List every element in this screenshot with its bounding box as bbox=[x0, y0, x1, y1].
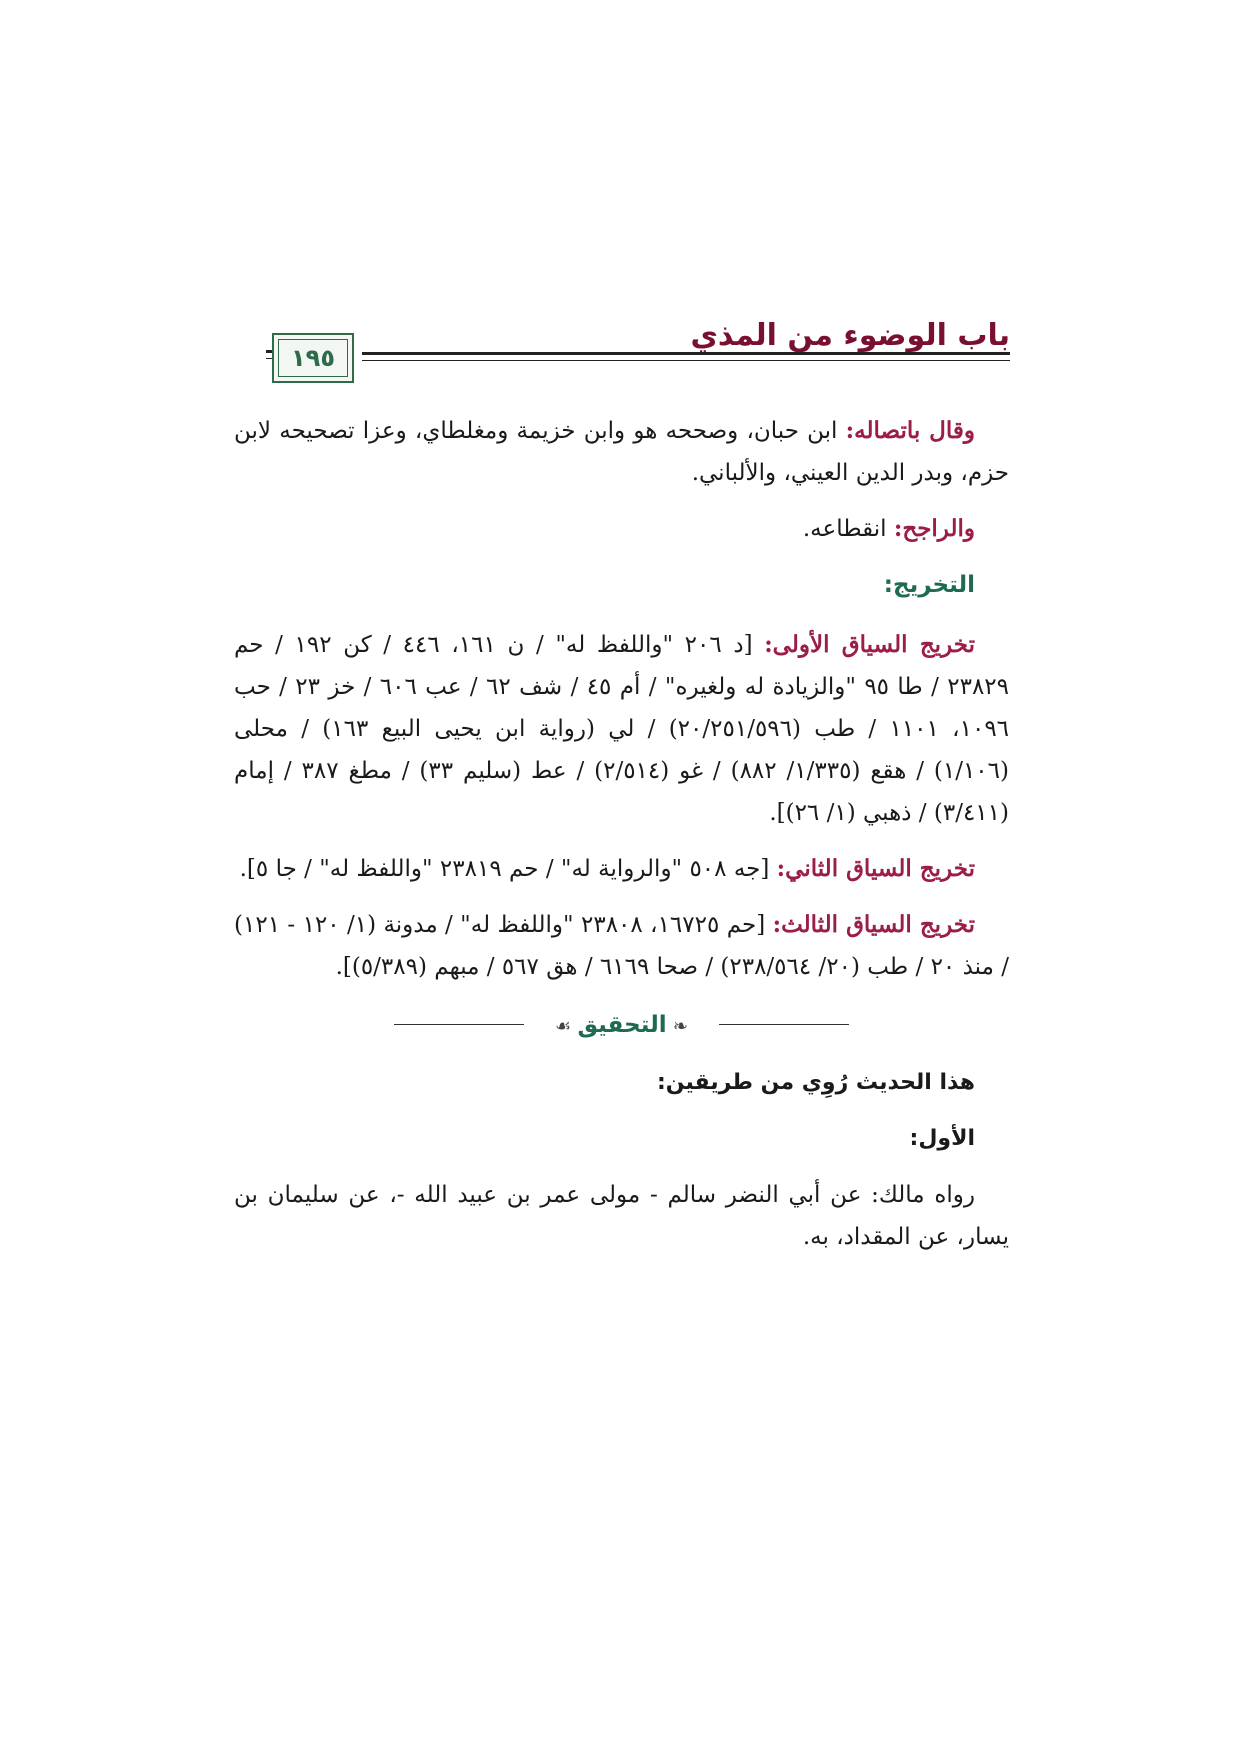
paragraph-preferred bbox=[234, 508, 1009, 550]
ornament-line-right bbox=[719, 1024, 849, 1025]
term-takhrij-third: تخريج السياق الثالث: bbox=[772, 911, 976, 938]
paragraph-takhrij-second bbox=[234, 848, 1009, 890]
paragraph-first-route: رواه مالك: عن أبي النضر سالم - مولى عمر بن عبيد الله -، عن سليمان بن يسار، عن المقداد، به. bbox=[234, 1182, 1009, 1250]
page-header bbox=[268, 318, 1010, 388]
term-takhrij-first: تخريج السياق الأولى: bbox=[764, 631, 975, 658]
paragraph-connection-text: ابن حبان، وصححه هو وابن خزيمة ومغلطاي، وعزا تصحيحه لابن حزم، وبدر الدين العيني، والألباني. bbox=[234, 418, 1009, 486]
header-rule-bottom bbox=[362, 360, 1010, 361]
ornament-heading-text: التحقيق bbox=[577, 1012, 667, 1038]
intro-line: هذا الحديث رُوِي من طريقين: bbox=[656, 1070, 975, 1095]
ornament-flourish-icon: ☙ bbox=[555, 1016, 578, 1037]
paragraph-takhrij-third bbox=[234, 904, 1009, 988]
paragraph-takhrij-third-text: [حم ١٦٧٢٥، ٢٣٨٠٨ "واللفظ له" / مدونة (١/ ١٢٠ - ١٢١) / منذ ٢٠ / طب (٢٠/ ٢٣٨/٥٦٤) / صحا ٦١٦٩ / هق ٥٦٧ / مبهم (٥/٣٨٩)]. bbox=[234, 912, 1009, 980]
page-number: ١٩٥ bbox=[291, 344, 335, 372]
heading-takhrij: التخريج: bbox=[883, 572, 975, 598]
paragraph-takhrij-second-text: [جه ٥٠٨ "والرواية له" / حم ٢٣٨١٩ "واللفظ له" / جا ٥]. bbox=[239, 856, 777, 882]
first-route-label: الأول: bbox=[909, 1126, 975, 1151]
ornament-flourish-icon: ❧ bbox=[666, 1016, 688, 1037]
ornament-divider bbox=[234, 1004, 1009, 1044]
term-preferred: والراجح: bbox=[893, 515, 975, 542]
main-text bbox=[234, 410, 1009, 1272]
header-rule-top bbox=[362, 352, 1010, 355]
paragraph-connection bbox=[234, 410, 1009, 494]
ornament-line-left bbox=[394, 1024, 524, 1025]
term-connection: وقال باتصاله: bbox=[845, 417, 975, 444]
page-number-badge bbox=[272, 333, 354, 383]
paragraph-preferred-text: انقطاعه. bbox=[802, 516, 894, 542]
paragraph-takhrij-first-text: [د ٢٠٦ "واللفظ له" / ن ١٦١، ٤٤٦ / كن ١٩٢ / حم ٢٣٨٢٩ / طا ٩٥ "والزيادة له ولغيره" / أم ٤٥ / شف ٦٢ / عب ٦٠٦ / خز ٢٣ / حب ١٠٩٦، ١١٠١ / طب (٢٠/٢٥١/٥٩٦) / لي (رواية ابن يحيى البيع ١٦٣) / محلى (١/١٠٦) / هقع (١/٣٣٥/ ٨٨٢) / غو (٢/٥١٤) / عط (سليم ٣٣) / مطغ ٣٨٧ / إمام (٣/٤١١) / ذهبي (١/ ٢٦)]. bbox=[234, 632, 1010, 826]
paragraph-takhrij-first bbox=[234, 624, 1009, 834]
term-takhrij-second: تخريج السياق الثاني: bbox=[776, 855, 975, 882]
chapter-title: باب الوضوء من المذي bbox=[690, 318, 1010, 353]
ornament-heading bbox=[541, 1004, 702, 1048]
